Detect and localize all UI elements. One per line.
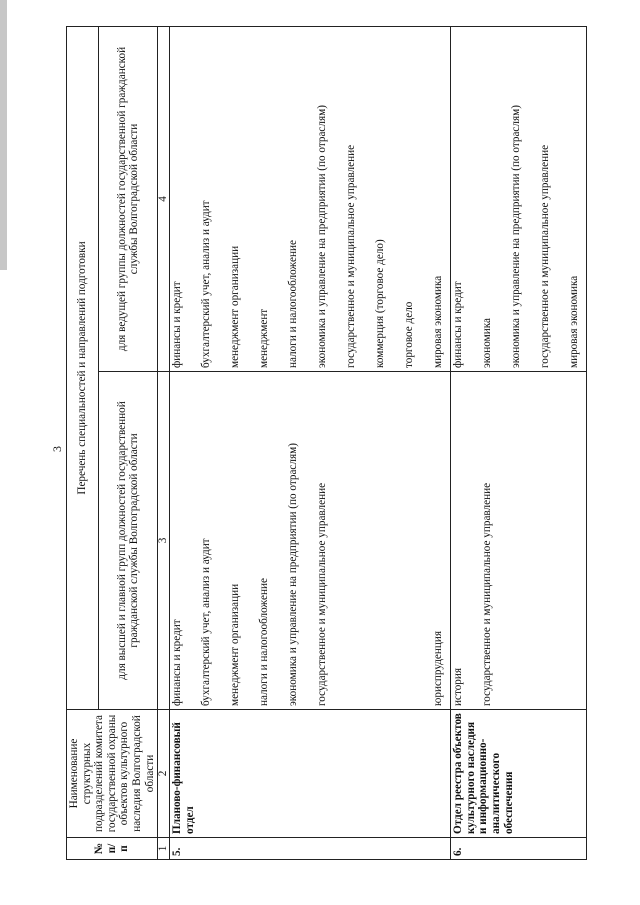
list-item: государственное и муниципальное управление xyxy=(345,144,358,368)
list-item: мировая экономика xyxy=(432,275,445,368)
row-number: 6. xyxy=(451,838,587,860)
column-index-4: 4 xyxy=(158,26,170,371)
leading-specialties-list xyxy=(451,26,587,371)
list-item: финансы и кредит xyxy=(171,619,184,706)
list-item: экономика и управление на предприятии (по отраслям) xyxy=(510,105,523,368)
row-number: 5. xyxy=(170,838,451,860)
list-item: торговое дело xyxy=(403,301,416,368)
list-item: менеджмент организации xyxy=(229,583,242,706)
specialties-table xyxy=(66,26,587,860)
list-item: налоги и налогообложение xyxy=(287,240,300,368)
header-senior-groups: для высшей и главной групп должностей государственной гражданской службы Волгоградской области xyxy=(99,372,158,710)
department-name: Отдел реестра объектов культурного наследия и информационно-аналитического обеспечения xyxy=(451,710,587,838)
list-item: история xyxy=(452,667,465,706)
department-name: Планово-финансовый отдел xyxy=(170,710,451,838)
list-item: налоги и налогообложение xyxy=(258,578,271,706)
scan-edge-mark xyxy=(0,0,7,270)
list-item: бухгалтерский учет, анализ и аудит xyxy=(200,200,213,368)
list-item: экономика и управление на предприятии (по отраслям) xyxy=(316,105,329,368)
list-item xyxy=(345,375,358,706)
list-item: юриспруденция xyxy=(432,631,445,706)
table-row xyxy=(170,26,451,859)
list-item: менеджмент xyxy=(258,308,271,368)
list-item: финансы и кредит xyxy=(171,281,184,368)
list-item: мировая экономика xyxy=(568,275,581,368)
list-item xyxy=(403,375,416,706)
senior-specialties-list xyxy=(451,372,587,710)
senior-specialties-list xyxy=(170,372,451,710)
list-item: экономика и управление на предприятии (по отраслям) xyxy=(287,443,300,706)
column-index-2: 2 xyxy=(158,710,170,838)
rotated-document-page xyxy=(48,27,608,860)
list-item: государственное и муниципальное управление xyxy=(539,144,552,368)
column-index-1: 1 xyxy=(158,838,170,860)
header-specialties-group: Перечень специальностей и направлений подготовки xyxy=(67,26,99,709)
list-item: менеджмент организации xyxy=(229,245,242,368)
table-row xyxy=(451,26,587,859)
list-item: государственное и муниципальное управление xyxy=(481,482,494,706)
header-department-name: Наименование структурных подразделений комитета государственной охраны объектов культурного наследия Волгоградской области xyxy=(67,710,158,838)
list-item: коммерция (торговое дело) xyxy=(374,239,387,368)
leading-specialties-list xyxy=(170,26,451,371)
list-item: бухгалтерский учет, анализ и аудит xyxy=(200,538,213,706)
list-item: государственное и муниципальное управление xyxy=(316,482,329,706)
list-item: финансы и кредит xyxy=(452,281,465,368)
list-item xyxy=(374,375,387,706)
page-number: 3 xyxy=(50,446,64,452)
column-index-3: 3 xyxy=(158,372,170,710)
header-number: № п/п xyxy=(67,838,158,860)
list-item: экономика xyxy=(481,318,494,368)
header-leading-group: для ведущей группы должностей государственной гражданской службы Волгоградской области xyxy=(99,26,158,371)
